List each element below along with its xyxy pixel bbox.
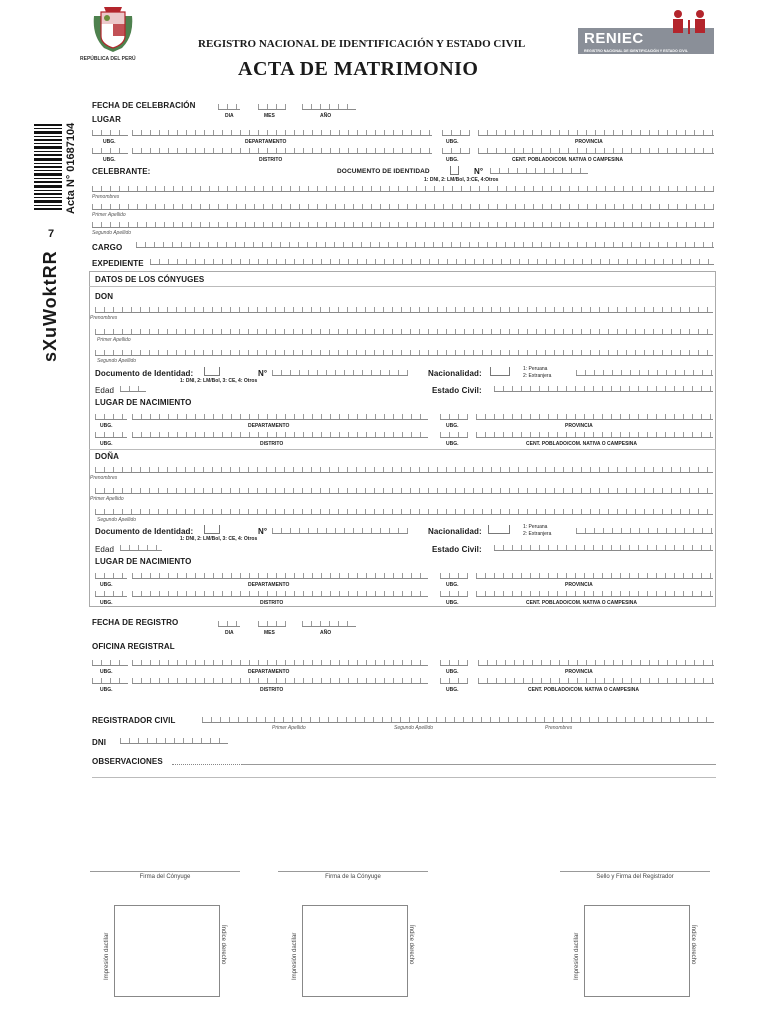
celebrante-segundo-apellido-field[interactable] (92, 220, 714, 228)
dona-prenombres-field[interactable] (95, 465, 713, 473)
dona-edad-field[interactable] (120, 543, 162, 551)
cent-poblado-label: CENT. POBLADO/COM. NATIVA O CAMPESINA (526, 600, 638, 606)
segundo-apellido-label: Segundo Apellido (92, 230, 132, 236)
lugar-ubg3-field[interactable] (92, 146, 128, 154)
don-nac-ubg4-field[interactable] (440, 430, 468, 438)
dni-label: DNI (92, 738, 107, 747)
fingerprint-box-registrador[interactable] (584, 905, 690, 997)
registrador-civil-label: REGISTRADOR CIVIL (92, 716, 176, 725)
lugar-ubg2-field[interactable] (442, 128, 470, 136)
celebracion-anio-field[interactable] (302, 102, 356, 110)
don-nac-distrito-field[interactable] (132, 430, 428, 438)
ubg-label: UBG. (446, 600, 459, 606)
primer-apellido-label: Primer Apellido (92, 212, 126, 218)
dona-edad-label: Edad (95, 545, 115, 554)
registrador-nombre-field[interactable] (202, 715, 714, 723)
distrito-label: DISTRITO (260, 441, 284, 447)
oficina-registral-label: OFICINA REGISTRAL (92, 642, 175, 651)
side-code: sXuWoktRR (40, 250, 60, 362)
dona-doc-note: 1: DNI, 2: LM/Bol, 3: CE, 4: Otros (180, 536, 258, 542)
don-nac-provincia-field[interactable] (476, 412, 713, 420)
indice-derecho-label: Índice derecho (220, 925, 226, 965)
dona-nacionalidad-box[interactable] (488, 525, 510, 534)
cargo-field[interactable] (136, 240, 714, 248)
dona-nacionalidad-field[interactable] (576, 526, 713, 534)
dona-segundo-apellido-field[interactable] (95, 507, 713, 515)
indice-derecho-label: Índice derecho (408, 925, 414, 965)
dia-label: DIA (225, 113, 234, 119)
observaciones-line[interactable] (242, 764, 716, 765)
don-nac-ubg3-field[interactable] (95, 430, 127, 438)
don-primer-apellido-field[interactable] (95, 327, 713, 335)
observaciones-label: OBSERVACIONES (92, 757, 163, 766)
dona-nac-departamento-field[interactable] (132, 571, 428, 579)
prenombres-label: Prenombres (92, 194, 120, 200)
oficina-ubg3-field[interactable] (92, 676, 128, 684)
don-no-label: N° (258, 369, 268, 378)
lugar-distrito-field[interactable] (132, 146, 432, 154)
distrito-label: DISTRITO (260, 600, 284, 606)
registrador-dni-field[interactable] (120, 736, 228, 744)
departamento-label: DEPARTAMENTO (245, 139, 287, 145)
conyuges-title: DATOS DE LOS CÓNYUGES (95, 275, 205, 284)
departamento-label: DEPARTAMENTO (248, 423, 290, 429)
lugar-label: LUGAR (92, 115, 121, 124)
cent-poblado-label: CENT. POBLADO/COM. NATIVA O CAMPESINA (526, 441, 638, 447)
dona-estado-civil-field[interactable] (494, 543, 713, 551)
reniec-subtitle: REGISTRO NACIONAL DE IDENTIFICACIÓN Y ESTADO CIVIL (584, 49, 688, 53)
provincia-label: PROVINCIA (565, 423, 593, 429)
don-prenombres-field[interactable] (95, 305, 713, 313)
lugar-provincia-field[interactable] (478, 128, 714, 136)
signature-line-conyuge-m[interactable] (90, 871, 240, 872)
dia-label: DIA (225, 630, 234, 636)
lugar-ubg4-field[interactable] (442, 146, 470, 154)
nac-note-extranjera: 2: Extranjera (523, 531, 552, 537)
segundo-apellido-label: Segundo Apellido (394, 725, 434, 731)
ubg-label: UBG. (446, 423, 459, 429)
ubg-label: UBG. (100, 669, 113, 675)
ubg-label: UBG. (100, 600, 113, 606)
don-segundo-apellido-field[interactable] (95, 348, 713, 356)
celebrante-label: CELEBRANTE: (92, 167, 151, 176)
observaciones-line[interactable] (172, 764, 242, 765)
celebrante-prenombres-field[interactable] (92, 184, 714, 192)
anio-label: AÑO (320, 630, 332, 636)
dona-lugar-nacimiento-label: LUGAR DE NACIMIENTO (95, 557, 192, 566)
firma-conyuge-m-label: Firma del Cónyuge (139, 874, 191, 880)
don-nacionalidad-label: Nacionalidad: (428, 369, 482, 378)
don-edad-label: Edad (95, 386, 115, 395)
impresion-dactilar-label: Impresión dactilar (104, 932, 110, 980)
document-title: ACTA DE MATRIMONIO (238, 58, 479, 80)
nac-note-peruana: 1: Peruana (523, 524, 548, 530)
anio-label: AÑO (320, 113, 332, 119)
registro-dia-field[interactable] (218, 619, 240, 627)
cent-poblado-label: CENT. POBLADO/COM. NATIVA O CAMPESINA (528, 687, 640, 693)
impresion-dactilar-label: Impresión dactilar (292, 932, 298, 980)
signature-line-registrador[interactable] (560, 871, 710, 872)
registro-anio-field[interactable] (302, 619, 356, 627)
celebrante-doc-type-box[interactable] (450, 166, 459, 175)
primer-apellido-label: Primer Apellido (97, 337, 131, 343)
celebrante-doc-label: DOCUMENTO DE IDENTIDAD (337, 168, 430, 175)
don-doc-note: 1: DNI, 2: LM/Bol, 3: CE, 4: Otros (180, 378, 258, 384)
dona-label: DOÑA (95, 452, 119, 461)
lugar-departamento-field[interactable] (132, 128, 432, 136)
cent-poblado-label: CENT. POBLADO/COM. NATIVA O CAMPESINA (512, 157, 624, 163)
oficina-distrito-field[interactable] (132, 676, 428, 684)
celebracion-dia-field[interactable] (218, 102, 240, 110)
firma-conyuge-f-label: Firma de la Cónyuge (325, 874, 381, 880)
registro-mes-field[interactable] (258, 619, 286, 627)
lugar-cent-field[interactable] (478, 146, 714, 154)
dona-nac-ubg4-field[interactable] (440, 589, 468, 597)
expediente-field[interactable] (150, 257, 714, 265)
fecha-celebracion-label: FECHA DE CELEBRACIÓN (92, 101, 196, 110)
don-doc-type-box[interactable] (204, 367, 220, 376)
expediente-label: EXPEDIENTE (92, 259, 144, 268)
ubg-label: UBG. (446, 582, 459, 588)
indice-derecho-label: Índice derecho (690, 925, 696, 965)
peru-coat-of-arms (90, 6, 136, 54)
dona-doc-type-box[interactable] (204, 525, 220, 534)
don-nac-departamento-field[interactable] (132, 412, 428, 420)
ubg-label: UBG. (100, 582, 113, 588)
don-nac-ubg2-field[interactable] (440, 412, 468, 420)
celebrante-primer-apellido-field[interactable] (92, 202, 714, 210)
primer-apellido-label: Primer Apellido (272, 725, 306, 731)
ubg-label: UBG. (100, 441, 113, 447)
ubg-label: UBG. (446, 687, 459, 693)
prenombres-label: Prenombres (545, 725, 573, 731)
don-nac-cent-field[interactable] (476, 430, 713, 438)
oficina-provincia-field[interactable] (478, 658, 714, 666)
segundo-apellido-label: Segundo Apellido (97, 517, 137, 523)
observaciones-line[interactable] (92, 777, 716, 778)
don-nacionalidad-box[interactable] (490, 367, 510, 376)
signature-line-conyuge-f[interactable] (278, 871, 428, 872)
nac-note-extranjera: 2: Extranjera (523, 373, 552, 379)
prenombres-label: Prenombres (90, 315, 118, 321)
dona-nac-cent-field[interactable] (476, 589, 713, 597)
don-estado-civil-field[interactable] (494, 384, 713, 392)
country-name: REPÚBLICA DEL PERÚ (80, 56, 136, 62)
celebrante-doc-note: 1: DNI, 2: LM/Bol, 3:CE, 4:Otros (424, 177, 499, 183)
departamento-label: DEPARTAMENTO (248, 582, 290, 588)
lugar-ubg-field[interactable] (92, 128, 128, 136)
distrito-label: DISTRITO (260, 687, 284, 693)
dona-estado-civil-label: Estado Civil: (432, 545, 482, 554)
fingerprint-box-conyuge-m[interactable] (114, 905, 220, 997)
fingerprint-box-conyuge-f[interactable] (302, 905, 408, 997)
sello-registrador-label: Sello y Firma del Registrador (596, 874, 674, 880)
ubg-label: UBG. (103, 139, 116, 145)
impresion-dactilar-label: Impresión dactilar (574, 932, 580, 980)
dona-nac-ubg3-field[interactable] (95, 589, 127, 597)
ubg-label: UBG. (446, 157, 459, 163)
primer-apellido-label: Primer Apellido (90, 496, 124, 502)
section-divider (89, 449, 716, 450)
ubg-label: UBG. (446, 441, 459, 447)
side-digit: 7 (48, 228, 55, 240)
nac-note-peruana: 1: Peruana (523, 366, 548, 372)
dona-nac-ubg2-field[interactable] (440, 571, 468, 579)
don-nac-ubg-field[interactable] (95, 412, 127, 420)
distrito-label: DISTRITO (259, 157, 283, 163)
oficina-ubg2-field[interactable] (440, 658, 468, 666)
dona-nac-ubg-field[interactable] (95, 571, 127, 579)
prenombres-label: Prenombres (90, 475, 118, 481)
provincia-label: PROVINCIA (575, 139, 603, 145)
don-nacionalidad-field[interactable] (576, 368, 713, 376)
mes-label: MES (264, 113, 275, 119)
departamento-label: DEPARTAMENTO (248, 669, 290, 675)
provincia-label: PROVINCIA (565, 669, 593, 675)
ubg-label: UBG. (446, 139, 459, 145)
dona-nacionalidad-label: Nacionalidad: (428, 527, 482, 536)
dona-primer-apellido-field[interactable] (95, 486, 713, 494)
dona-no-label: N° (258, 527, 268, 536)
oficina-cent-field[interactable] (478, 676, 714, 684)
dona-nac-distrito-field[interactable] (132, 589, 428, 597)
don-lugar-nacimiento-label: LUGAR DE NACIMIENTO (95, 398, 192, 407)
acta-number: Acta N° 01687104 (65, 122, 77, 214)
ubg-label: UBG. (100, 423, 113, 429)
don-edad-field[interactable] (120, 384, 146, 392)
segundo-apellido-label: Segundo Apellido (97, 358, 137, 364)
reniec-wordmark: RENIEC (584, 30, 644, 47)
provincia-label: PROVINCIA (565, 582, 593, 588)
ubg-label: UBG. (100, 687, 113, 693)
celebrante-doc-number-field[interactable] (490, 166, 588, 174)
ubg-label: UBG. (446, 669, 459, 675)
fecha-registro-label: FECHA DE REGISTRO (92, 618, 179, 627)
dona-nac-provincia-field[interactable] (476, 571, 713, 579)
oficina-ubg4-field[interactable] (440, 676, 468, 684)
barcode (34, 124, 62, 210)
mes-label: MES (264, 630, 275, 636)
oficina-ubg-field[interactable] (92, 658, 128, 666)
cargo-label: CARGO (92, 243, 123, 252)
section-divider (89, 286, 716, 287)
don-doc-number-field[interactable] (272, 368, 408, 376)
celebracion-mes-field[interactable] (258, 102, 286, 110)
don-estado-civil-label: Estado Civil: (432, 386, 482, 395)
ubg-label: UBG. (103, 157, 116, 163)
don-doc-label: Documento de Identidad: (95, 369, 194, 378)
registry-name: REGISTRO NACIONAL DE IDENTIFICACIÓN Y ESTADO CIVIL (198, 38, 526, 50)
dona-doc-label: Documento de Identidad: (95, 527, 194, 536)
celebrante-no-label: N° (474, 167, 484, 176)
don-label: DON (95, 292, 114, 301)
oficina-departamento-field[interactable] (132, 658, 428, 666)
dona-doc-number-field[interactable] (272, 526, 408, 534)
